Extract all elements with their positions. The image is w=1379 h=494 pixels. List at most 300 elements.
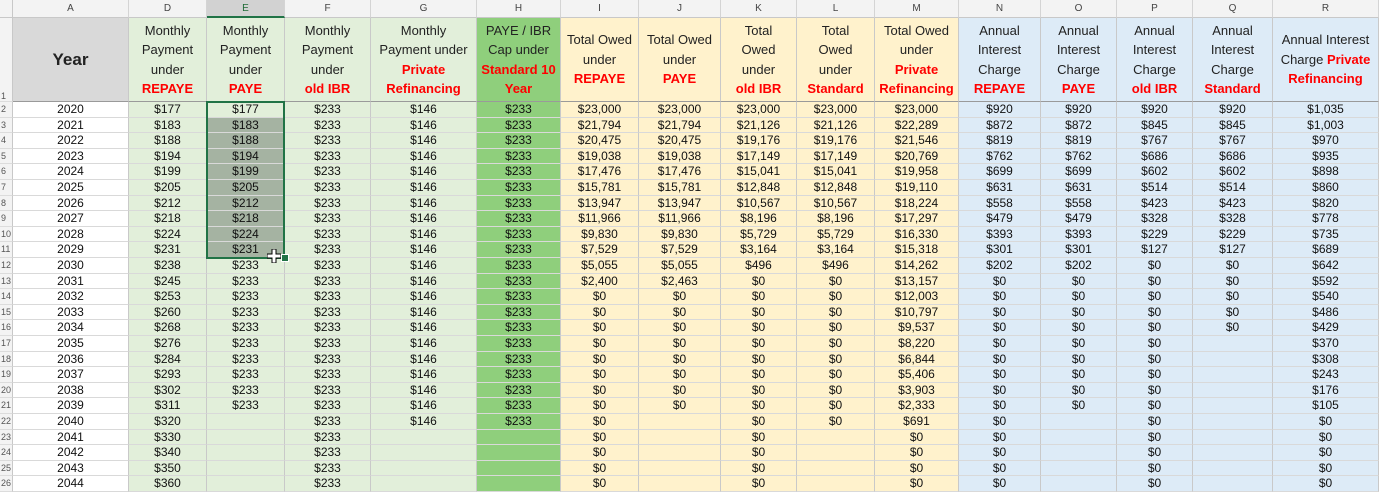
- value-cell-o[interactable]: $0: [1041, 383, 1117, 399]
- value-cell-e[interactable]: [207, 476, 285, 492]
- value-cell-h[interactable]: $233: [477, 352, 561, 368]
- value-cell-r[interactable]: $642: [1273, 258, 1379, 274]
- value-cell-q[interactable]: $514: [1193, 180, 1273, 196]
- value-cell-l[interactable]: [797, 476, 875, 492]
- column-header-q[interactable]: Q: [1193, 0, 1273, 18]
- value-cell-m[interactable]: $16,330: [875, 227, 959, 243]
- value-cell-l[interactable]: [797, 430, 875, 446]
- value-cell-h[interactable]: $233: [477, 274, 561, 290]
- value-cell-o[interactable]: [1041, 476, 1117, 492]
- value-cell-r[interactable]: $176: [1273, 383, 1379, 399]
- value-cell-q[interactable]: $767: [1193, 133, 1273, 149]
- value-cell-n[interactable]: $0: [959, 352, 1041, 368]
- value-cell-e[interactable]: $218: [207, 211, 285, 227]
- value-cell-o[interactable]: $0: [1041, 352, 1117, 368]
- year-cell[interactable]: 2037: [13, 367, 129, 383]
- value-cell-k[interactable]: $3,164: [721, 242, 797, 258]
- fill-handle[interactable]: [281, 254, 289, 262]
- value-cell-j[interactable]: $23,000: [639, 102, 721, 118]
- value-cell-o[interactable]: $393: [1041, 227, 1117, 243]
- value-cell-d[interactable]: $231: [129, 242, 207, 258]
- value-cell-o[interactable]: $0: [1041, 367, 1117, 383]
- value-cell-f[interactable]: $233: [285, 430, 371, 446]
- value-cell-e[interactable]: $199: [207, 164, 285, 180]
- value-cell-h[interactable]: $233: [477, 118, 561, 134]
- header-cell-a[interactable]: [13, 18, 129, 102]
- value-cell-n[interactable]: $762: [959, 149, 1041, 165]
- value-cell-h[interactable]: $233: [477, 383, 561, 399]
- header-cell-k[interactable]: [721, 18, 797, 102]
- value-cell-m[interactable]: $20,769: [875, 149, 959, 165]
- header-cell-e[interactable]: [207, 18, 285, 102]
- header-cell-m[interactable]: [875, 18, 959, 102]
- header-cell-j[interactable]: [639, 18, 721, 102]
- value-cell-n[interactable]: $0: [959, 398, 1041, 414]
- row-header[interactable]: 7: [0, 180, 13, 196]
- value-cell-r[interactable]: $970: [1273, 133, 1379, 149]
- value-cell-f[interactable]: $233: [285, 289, 371, 305]
- value-cell-i[interactable]: $13,947: [561, 196, 639, 212]
- value-cell-l[interactable]: $0: [797, 274, 875, 290]
- value-cell-h[interactable]: $233: [477, 367, 561, 383]
- value-cell-j[interactable]: $19,038: [639, 149, 721, 165]
- year-cell[interactable]: 2024: [13, 164, 129, 180]
- value-cell-j[interactable]: $0: [639, 367, 721, 383]
- header-cell-n[interactable]: [959, 18, 1041, 102]
- row-header-1[interactable]: 1: [0, 18, 13, 102]
- value-cell-p[interactable]: $0: [1117, 258, 1193, 274]
- value-cell-d[interactable]: $360: [129, 476, 207, 492]
- value-cell-h[interactable]: $233: [477, 102, 561, 118]
- value-cell-f[interactable]: $233: [285, 227, 371, 243]
- value-cell-r[interactable]: $486: [1273, 305, 1379, 321]
- value-cell-n[interactable]: $0: [959, 430, 1041, 446]
- value-cell-h[interactable]: $233: [477, 289, 561, 305]
- year-cell[interactable]: 2039: [13, 398, 129, 414]
- column-header-j[interactable]: J: [639, 0, 721, 18]
- column-header-d[interactable]: D: [129, 0, 207, 18]
- value-cell-g[interactable]: $146: [371, 305, 477, 321]
- value-cell-d[interactable]: $302: [129, 383, 207, 399]
- value-cell-h[interactable]: $233: [477, 211, 561, 227]
- value-cell-k[interactable]: $0: [721, 367, 797, 383]
- value-cell-p[interactable]: $0: [1117, 398, 1193, 414]
- value-cell-k[interactable]: $23,000: [721, 102, 797, 118]
- value-cell-p[interactable]: $514: [1117, 180, 1193, 196]
- value-cell-m[interactable]: $5,406: [875, 367, 959, 383]
- value-cell-p[interactable]: $0: [1117, 445, 1193, 461]
- value-cell-g[interactable]: $146: [371, 227, 477, 243]
- year-cell[interactable]: 2042: [13, 445, 129, 461]
- value-cell-l[interactable]: $8,196: [797, 211, 875, 227]
- value-cell-r[interactable]: $860: [1273, 180, 1379, 196]
- value-cell-g[interactable]: $146: [371, 398, 477, 414]
- year-cell[interactable]: 2033: [13, 305, 129, 321]
- value-cell-r[interactable]: $0: [1273, 445, 1379, 461]
- value-cell-o[interactable]: $699: [1041, 164, 1117, 180]
- value-cell-d[interactable]: $276: [129, 336, 207, 352]
- value-cell-o[interactable]: $819: [1041, 133, 1117, 149]
- value-cell-r[interactable]: $243: [1273, 367, 1379, 383]
- year-cell[interactable]: 2040: [13, 414, 129, 430]
- value-cell-r[interactable]: $0: [1273, 430, 1379, 446]
- value-cell-q[interactable]: [1193, 461, 1273, 477]
- value-cell-j[interactable]: $0: [639, 398, 721, 414]
- value-cell-q[interactable]: [1193, 367, 1273, 383]
- value-cell-m[interactable]: $18,224: [875, 196, 959, 212]
- value-cell-d[interactable]: $293: [129, 367, 207, 383]
- row-header[interactable]: 17: [0, 336, 13, 352]
- value-cell-d[interactable]: $238: [129, 258, 207, 274]
- value-cell-i[interactable]: $7,529: [561, 242, 639, 258]
- value-cell-l[interactable]: $23,000: [797, 102, 875, 118]
- value-cell-n[interactable]: $0: [959, 336, 1041, 352]
- value-cell-e[interactable]: $233: [207, 258, 285, 274]
- year-cell[interactable]: 2035: [13, 336, 129, 352]
- value-cell-m[interactable]: $17,297: [875, 211, 959, 227]
- value-cell-j[interactable]: $13,947: [639, 196, 721, 212]
- value-cell-k[interactable]: $12,848: [721, 180, 797, 196]
- value-cell-q[interactable]: $328: [1193, 211, 1273, 227]
- value-cell-n[interactable]: $920: [959, 102, 1041, 118]
- value-cell-g[interactable]: $146: [371, 258, 477, 274]
- value-cell-m[interactable]: $15,318: [875, 242, 959, 258]
- value-cell-i[interactable]: $15,781: [561, 180, 639, 196]
- value-cell-l[interactable]: $15,041: [797, 164, 875, 180]
- value-cell-p[interactable]: $0: [1117, 289, 1193, 305]
- value-cell-m[interactable]: $19,958: [875, 164, 959, 180]
- value-cell-f[interactable]: $233: [285, 118, 371, 134]
- value-cell-k[interactable]: $0: [721, 320, 797, 336]
- value-cell-d[interactable]: $199: [129, 164, 207, 180]
- year-cell[interactable]: 2034: [13, 320, 129, 336]
- value-cell-i[interactable]: $2,400: [561, 274, 639, 290]
- value-cell-r[interactable]: $540: [1273, 289, 1379, 305]
- year-cell[interactable]: 2030: [13, 258, 129, 274]
- value-cell-f[interactable]: $233: [285, 383, 371, 399]
- value-cell-m[interactable]: $0: [875, 476, 959, 492]
- value-cell-p[interactable]: $0: [1117, 367, 1193, 383]
- value-cell-d[interactable]: $245: [129, 274, 207, 290]
- year-cell[interactable]: 2041: [13, 430, 129, 446]
- value-cell-m[interactable]: $8,220: [875, 336, 959, 352]
- value-cell-k[interactable]: $10,567: [721, 196, 797, 212]
- value-cell-h[interactable]: $233: [477, 149, 561, 165]
- value-cell-d[interactable]: $212: [129, 196, 207, 212]
- value-cell-g[interactable]: $146: [371, 383, 477, 399]
- value-cell-q[interactable]: $0: [1193, 258, 1273, 274]
- value-cell-r[interactable]: $778: [1273, 211, 1379, 227]
- value-cell-d[interactable]: $218: [129, 211, 207, 227]
- year-cell[interactable]: 2043: [13, 461, 129, 477]
- value-cell-p[interactable]: $229: [1117, 227, 1193, 243]
- row-header[interactable]: 12: [0, 258, 13, 274]
- year-cell[interactable]: 2031: [13, 274, 129, 290]
- value-cell-j[interactable]: $0: [639, 352, 721, 368]
- value-cell-q[interactable]: $0: [1193, 274, 1273, 290]
- value-cell-j[interactable]: $17,476: [639, 164, 721, 180]
- header-cell-i[interactable]: [561, 18, 639, 102]
- value-cell-d[interactable]: $330: [129, 430, 207, 446]
- value-cell-m[interactable]: $13,157: [875, 274, 959, 290]
- value-cell-i[interactable]: $0: [561, 352, 639, 368]
- value-cell-p[interactable]: $423: [1117, 196, 1193, 212]
- value-cell-q[interactable]: $845: [1193, 118, 1273, 134]
- column-header-k[interactable]: K: [721, 0, 797, 18]
- value-cell-e[interactable]: $233: [207, 352, 285, 368]
- value-cell-j[interactable]: $5,055: [639, 258, 721, 274]
- column-header-h[interactable]: H: [477, 0, 561, 18]
- value-cell-n[interactable]: $631: [959, 180, 1041, 196]
- value-cell-m[interactable]: $3,903: [875, 383, 959, 399]
- value-cell-e[interactable]: [207, 430, 285, 446]
- value-cell-l[interactable]: $3,164: [797, 242, 875, 258]
- value-cell-l[interactable]: $5,729: [797, 227, 875, 243]
- column-header-e[interactable]: E: [207, 0, 285, 18]
- value-cell-h[interactable]: $233: [477, 305, 561, 321]
- value-cell-q[interactable]: [1193, 352, 1273, 368]
- row-header[interactable]: 15: [0, 305, 13, 321]
- value-cell-e[interactable]: $233: [207, 274, 285, 290]
- value-cell-f[interactable]: $233: [285, 242, 371, 258]
- value-cell-e[interactable]: $233: [207, 367, 285, 383]
- value-cell-m[interactable]: $9,537: [875, 320, 959, 336]
- value-cell-f[interactable]: $233: [285, 133, 371, 149]
- value-cell-r[interactable]: $429: [1273, 320, 1379, 336]
- value-cell-k[interactable]: $496: [721, 258, 797, 274]
- row-header[interactable]: 13: [0, 274, 13, 290]
- value-cell-k[interactable]: $0: [721, 398, 797, 414]
- value-cell-q[interactable]: [1193, 383, 1273, 399]
- value-cell-g[interactable]: $146: [371, 149, 477, 165]
- value-cell-j[interactable]: $0: [639, 289, 721, 305]
- value-cell-h[interactable]: $233: [477, 180, 561, 196]
- value-cell-k[interactable]: $8,196: [721, 211, 797, 227]
- value-cell-p[interactable]: $0: [1117, 461, 1193, 477]
- value-cell-l[interactable]: [797, 445, 875, 461]
- value-cell-o[interactable]: $0: [1041, 289, 1117, 305]
- value-cell-j[interactable]: $20,475: [639, 133, 721, 149]
- value-cell-k[interactable]: $0: [721, 352, 797, 368]
- value-cell-n[interactable]: $479: [959, 211, 1041, 227]
- value-cell-f[interactable]: $233: [285, 414, 371, 430]
- value-cell-o[interactable]: $872: [1041, 118, 1117, 134]
- value-cell-p[interactable]: $0: [1117, 336, 1193, 352]
- value-cell-p[interactable]: $0: [1117, 274, 1193, 290]
- value-cell-o[interactable]: $0: [1041, 320, 1117, 336]
- value-cell-k[interactable]: $5,729: [721, 227, 797, 243]
- value-cell-f[interactable]: $233: [285, 398, 371, 414]
- value-cell-o[interactable]: $479: [1041, 211, 1117, 227]
- value-cell-g[interactable]: [371, 445, 477, 461]
- year-cell[interactable]: 2026: [13, 196, 129, 212]
- value-cell-g[interactable]: $146: [371, 102, 477, 118]
- year-cell[interactable]: 2022: [13, 133, 129, 149]
- value-cell-o[interactable]: $301: [1041, 242, 1117, 258]
- value-cell-f[interactable]: $233: [285, 352, 371, 368]
- value-cell-p[interactable]: $0: [1117, 352, 1193, 368]
- year-cell[interactable]: 2020: [13, 102, 129, 118]
- value-cell-j[interactable]: [639, 414, 721, 430]
- value-cell-r[interactable]: $1,003: [1273, 118, 1379, 134]
- header-cell-p[interactable]: [1117, 18, 1193, 102]
- value-cell-f[interactable]: $233: [285, 149, 371, 165]
- value-cell-d[interactable]: $177: [129, 102, 207, 118]
- year-cell[interactable]: 2021: [13, 118, 129, 134]
- value-cell-o[interactable]: [1041, 445, 1117, 461]
- row-header[interactable]: 26: [0, 476, 13, 492]
- value-cell-j[interactable]: $11,966: [639, 211, 721, 227]
- value-cell-l[interactable]: $0: [797, 289, 875, 305]
- value-cell-l[interactable]: $12,848: [797, 180, 875, 196]
- row-header[interactable]: 21: [0, 398, 13, 414]
- value-cell-q[interactable]: $686: [1193, 149, 1273, 165]
- value-cell-g[interactable]: $146: [371, 274, 477, 290]
- value-cell-r[interactable]: $689: [1273, 242, 1379, 258]
- value-cell-i[interactable]: $0: [561, 383, 639, 399]
- value-cell-r[interactable]: $735: [1273, 227, 1379, 243]
- value-cell-g[interactable]: [371, 461, 477, 477]
- value-cell-l[interactable]: $19,176: [797, 133, 875, 149]
- value-cell-h[interactable]: $233: [477, 133, 561, 149]
- value-cell-o[interactable]: $920: [1041, 102, 1117, 118]
- value-cell-g[interactable]: [371, 430, 477, 446]
- value-cell-n[interactable]: $202: [959, 258, 1041, 274]
- value-cell-e[interactable]: [207, 461, 285, 477]
- year-cell[interactable]: 2032: [13, 289, 129, 305]
- value-cell-q[interactable]: $423: [1193, 196, 1273, 212]
- value-cell-n[interactable]: $0: [959, 383, 1041, 399]
- value-cell-h[interactable]: $233: [477, 242, 561, 258]
- value-cell-f[interactable]: $233: [285, 336, 371, 352]
- select-all-corner[interactable]: [0, 0, 13, 18]
- value-cell-k[interactable]: $0: [721, 445, 797, 461]
- value-cell-j[interactable]: $7,529: [639, 242, 721, 258]
- row-header[interactable]: 24: [0, 445, 13, 461]
- value-cell-i[interactable]: $0: [561, 398, 639, 414]
- value-cell-g[interactable]: $146: [371, 367, 477, 383]
- value-cell-i[interactable]: $9,830: [561, 227, 639, 243]
- value-cell-l[interactable]: $0: [797, 305, 875, 321]
- column-header-f[interactable]: F: [285, 0, 371, 18]
- value-cell-d[interactable]: $205: [129, 180, 207, 196]
- header-cell-g[interactable]: [371, 18, 477, 102]
- value-cell-h[interactable]: $233: [477, 196, 561, 212]
- value-cell-h[interactable]: [477, 430, 561, 446]
- header-cell-q[interactable]: [1193, 18, 1273, 102]
- value-cell-q[interactable]: [1193, 398, 1273, 414]
- value-cell-p[interactable]: $0: [1117, 430, 1193, 446]
- value-cell-o[interactable]: $0: [1041, 398, 1117, 414]
- value-cell-d[interactable]: $194: [129, 149, 207, 165]
- value-cell-m[interactable]: $0: [875, 445, 959, 461]
- value-cell-g[interactable]: $146: [371, 320, 477, 336]
- value-cell-h[interactable]: $233: [477, 320, 561, 336]
- value-cell-p[interactable]: $602: [1117, 164, 1193, 180]
- value-cell-j[interactable]: [639, 445, 721, 461]
- value-cell-f[interactable]: $233: [285, 164, 371, 180]
- value-cell-o[interactable]: $0: [1041, 274, 1117, 290]
- row-header[interactable]: 11: [0, 242, 13, 258]
- row-header[interactable]: 4: [0, 133, 13, 149]
- value-cell-n[interactable]: $0: [959, 289, 1041, 305]
- column-header-m[interactable]: M: [875, 0, 959, 18]
- value-cell-m[interactable]: $10,797: [875, 305, 959, 321]
- value-cell-r[interactable]: $1,035: [1273, 102, 1379, 118]
- column-header-r[interactable]: R: [1273, 0, 1379, 18]
- header-cell-f[interactable]: [285, 18, 371, 102]
- value-cell-l[interactable]: $17,149: [797, 149, 875, 165]
- row-header[interactable]: 3: [0, 118, 13, 134]
- value-cell-p[interactable]: $686: [1117, 149, 1193, 165]
- value-cell-r[interactable]: $105: [1273, 398, 1379, 414]
- value-cell-i[interactable]: $0: [561, 445, 639, 461]
- value-cell-n[interactable]: $0: [959, 367, 1041, 383]
- value-cell-h[interactable]: $233: [477, 227, 561, 243]
- value-cell-e[interactable]: $224: [207, 227, 285, 243]
- value-cell-i[interactable]: $0: [561, 289, 639, 305]
- header-cell-o[interactable]: [1041, 18, 1117, 102]
- value-cell-r[interactable]: $935: [1273, 149, 1379, 165]
- value-cell-i[interactable]: $0: [561, 367, 639, 383]
- value-cell-o[interactable]: $631: [1041, 180, 1117, 196]
- value-cell-i[interactable]: $0: [561, 336, 639, 352]
- value-cell-m[interactable]: $22,289: [875, 118, 959, 134]
- value-cell-i[interactable]: $20,475: [561, 133, 639, 149]
- row-header[interactable]: 5: [0, 149, 13, 165]
- value-cell-g[interactable]: [371, 476, 477, 492]
- value-cell-k[interactable]: $21,126: [721, 118, 797, 134]
- header-cell-h[interactable]: [477, 18, 561, 102]
- value-cell-n[interactable]: $0: [959, 476, 1041, 492]
- value-cell-f[interactable]: $233: [285, 476, 371, 492]
- value-cell-g[interactable]: $146: [371, 118, 477, 134]
- value-cell-j[interactable]: $0: [639, 383, 721, 399]
- header-cell-r[interactable]: [1273, 18, 1379, 102]
- header-cell-l[interactable]: [797, 18, 875, 102]
- value-cell-e[interactable]: $233: [207, 320, 285, 336]
- value-cell-e[interactable]: $212: [207, 196, 285, 212]
- value-cell-e[interactable]: $205: [207, 180, 285, 196]
- value-cell-n[interactable]: $0: [959, 320, 1041, 336]
- value-cell-g[interactable]: $146: [371, 180, 477, 196]
- value-cell-g[interactable]: $146: [371, 242, 477, 258]
- value-cell-r[interactable]: $0: [1273, 476, 1379, 492]
- value-cell-q[interactable]: $127: [1193, 242, 1273, 258]
- value-cell-p[interactable]: $0: [1117, 305, 1193, 321]
- value-cell-n[interactable]: $0: [959, 305, 1041, 321]
- value-cell-j[interactable]: $0: [639, 336, 721, 352]
- value-cell-j[interactable]: $0: [639, 305, 721, 321]
- value-cell-h[interactable]: [477, 445, 561, 461]
- value-cell-r[interactable]: $308: [1273, 352, 1379, 368]
- year-cell[interactable]: 2023: [13, 149, 129, 165]
- value-cell-i[interactable]: $11,966: [561, 211, 639, 227]
- row-header[interactable]: 2: [0, 102, 13, 118]
- header-cell-d[interactable]: [129, 18, 207, 102]
- value-cell-d[interactable]: $284: [129, 352, 207, 368]
- value-cell-k[interactable]: $0: [721, 305, 797, 321]
- value-cell-d[interactable]: $224: [129, 227, 207, 243]
- value-cell-l[interactable]: $0: [797, 398, 875, 414]
- value-cell-r[interactable]: $370: [1273, 336, 1379, 352]
- value-cell-j[interactable]: $0: [639, 320, 721, 336]
- column-header-n[interactable]: N: [959, 0, 1041, 18]
- value-cell-i[interactable]: $5,055: [561, 258, 639, 274]
- value-cell-q[interactable]: [1193, 445, 1273, 461]
- value-cell-o[interactable]: [1041, 414, 1117, 430]
- value-cell-f[interactable]: $233: [285, 320, 371, 336]
